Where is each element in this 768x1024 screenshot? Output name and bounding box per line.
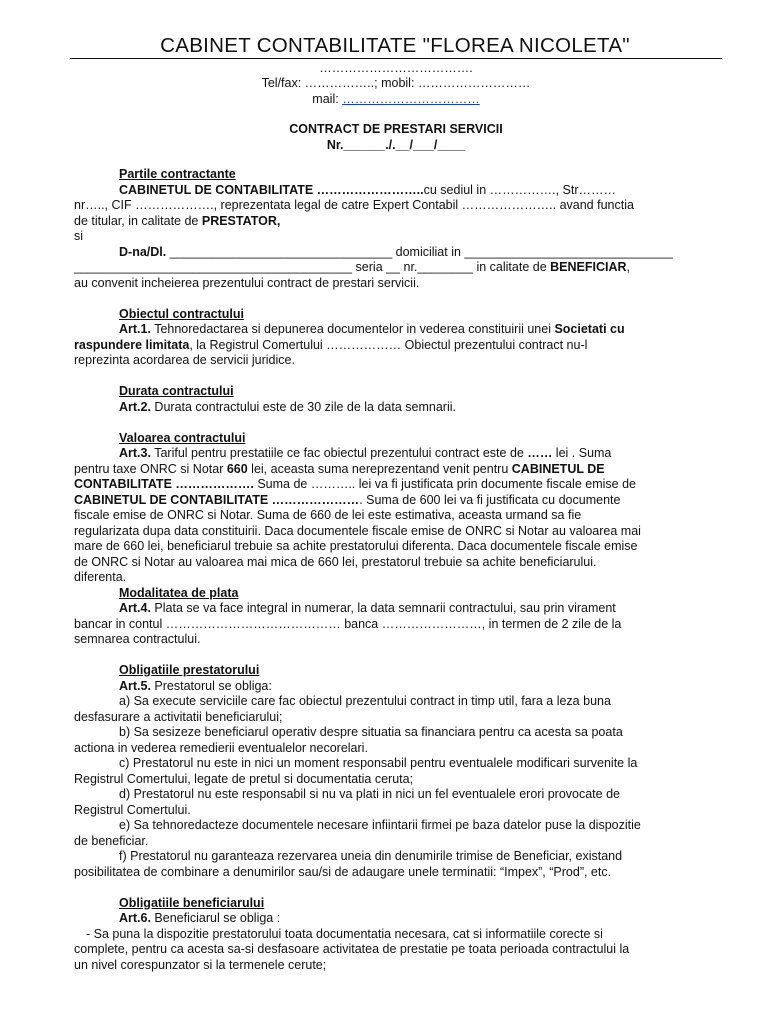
valoare-line-9: diferenta.	[74, 570, 127, 584]
parti-line-2: nr….., CIF ………………., reprezentata legal de catre Expert Contabil ………………….. avand functia	[74, 198, 634, 212]
prestator-c1: c) Prestatorul nu este in nici un moment responsabil pentru eventualele modificari survenite la	[119, 756, 638, 770]
contract-title: CONTRACT DE PRESTARI SERVICII	[289, 122, 503, 136]
obiect-line-3: reprezinta acordarea de servicii juridice.	[74, 353, 295, 367]
plata-line-3: semnarea contractului.	[74, 632, 201, 646]
title-underline	[70, 58, 722, 59]
obiect-line-1: Art.1. Tehnoredactarea si depunerea documentelor in vederea constituirii unei Societati cu	[119, 322, 625, 336]
obiect-line-2: raspundere limitata, la Registrul Comertului ……………… Obiectul prezentului contract nu-l	[74, 337, 588, 352]
prestator-b2: actiona in vederea remedierii eventualelor necorelari.	[74, 740, 368, 755]
heading-parti: Partile contractante	[119, 167, 236, 181]
durata-line-1: Art.2. Durata contractului este de 30 zile de la data semnarii.	[119, 399, 456, 414]
valoare-line-8: de ONRC si Notar au valoarea mai mica de 660 lei, prestatorul trebuie sa achite beneficiarului.	[74, 554, 597, 569]
address-line: ……………………………….	[319, 61, 473, 75]
parti-line-4: si	[74, 229, 84, 243]
valoare-line-6: regularizata dupa data constituirii. Daca documentele fiscale emise de ONRC si Notar au valoarea mai	[74, 523, 641, 538]
beneficiar-line-1: Art.6. Beneficiarul se obliga :	[119, 911, 281, 925]
plata-line-2: bancar in contul …………………………………… banca ……………………, in termen de 2 zile de la	[74, 616, 622, 631]
beneficiar-d2: complete, pentru ca acesta sa-si desfasoare activitatea de prestatie pe toata perioada contractului la	[74, 942, 630, 956]
valoare-line-5: fiscale emise de ONRC si Notar. Suma de 660 de lei este estimativa, aceasta urmand sa fie	[74, 508, 582, 522]
beneficiar-d1: - Sa puna la dispozitie prestatorului toata documentatia necesara, cat si informatiile corecte si	[86, 926, 603, 941]
valoare-line-2: pentru taxe ONRC si Notar 660 lei, aceasta suma nereprezentand venit pentru CABINETUL DE	[74, 461, 605, 476]
mail-line	[70, 92, 722, 106]
parti-line-5: D-na/Dl. ________________________________ domiciliat in ______________________________	[119, 244, 673, 259]
prestator-f2: posibilitatea de combinare a denumirilor sau/si de adaugare unele terminatii: “Impex”, “Prod”, etc.	[74, 864, 612, 879]
valoare-line-7: mare de 660 lei, beneficiarul trebuie sa achite prestatorului diferenta. Daca documentele fiscale emise	[74, 539, 638, 553]
plata-line-1: Art.4. Plata se va face integral in numerar, la data semnarii contractului, sau prin virament	[119, 601, 616, 615]
heading-plata: Modalitatea de plata	[119, 585, 239, 600]
prestator-f1: f) Prestatorul nu garanteaza rezervarea uneia din denumirile trimise de Beneficiar, existand	[119, 849, 623, 863]
phone-line: Tel/fax: ……………..; mobil: ………………………	[261, 76, 531, 90]
contract-number: Nr.______./.__/___/____	[326, 138, 466, 152]
mail-label: mail:	[312, 92, 339, 106]
heading-valoare: Valoarea contractului	[119, 430, 246, 445]
cabinet-title: CABINET CONTABILITATE "FLOREA NICOLETA"	[160, 34, 630, 57]
mail-link[interactable]: ……………………………	[342, 92, 480, 106]
prestator-c2: Registrul Comertului, legate de pretul si documentatia ceruta;	[74, 771, 414, 786]
prestator-d2: Registrul Comertului.	[74, 802, 191, 817]
prestator-a1: a) Sa execute serviciile care fac obiectul prezentului contract in timp util, fara a leza buna	[119, 694, 611, 708]
heading-prestator: Obligatiile prestatorului	[119, 663, 260, 677]
prestator-e1: e) Sa tehnoredacteze documentele necesare infiintarii firmei pe baza datelor puse la dispozitie	[119, 818, 641, 832]
heading-beneficiar: Obligatiile beneficiarului	[119, 895, 265, 910]
prestator-d1: d) Prestatorul nu este responsabil si nu va plati in nici un fel eventualele erori provocate de	[119, 787, 620, 801]
valoare-line-1: Art.3. Tariful pentru prestatiile ce fac obiectul prezentului contract este de …… lei . Suma	[119, 446, 612, 460]
parti-line-7: au convenit incheierea prezentului contract de prestari servicii.	[74, 275, 420, 290]
beneficiar-d3: un nivel corespunzator si la termenele cerute;	[74, 957, 327, 972]
parti-line-1: CABINETUL DE CONTABILITATE ……………………..cu sediul in ……………., Str………	[119, 182, 617, 197]
prestator-line-1: Art.5. Prestatorul se obliga:	[119, 678, 272, 693]
prestator-a2: desfasurare a activitatii beneficiarului;	[74, 709, 283, 724]
prestator-e2: de beneficiar.	[74, 833, 149, 848]
valoare-line-4: CABINETUL DE CONTABILITATE …………………. Suma de 600 lei va fi justificata cu documente	[74, 492, 621, 507]
parti-line-6: ________________________________________ seria __ nr.________ in calitate de BENEFICIAR,	[74, 260, 631, 274]
prestator-b1: b) Sa sesizeze beneficiarul operativ despre situatia sa financiara pentru ca acesta sa poata	[119, 725, 623, 739]
heading-obiect: Obiectul contractului	[119, 306, 245, 321]
heading-durata: Durata contractului	[119, 384, 234, 398]
valoare-line-3: CONTABILITATE ………………. Suma de ……….. lei va fi justificata prin documente fiscale emise de	[74, 477, 636, 491]
contract-body	[74, 167, 724, 973]
parti-line-3: de titular, in calitate de PRESTATOR,	[74, 213, 281, 228]
